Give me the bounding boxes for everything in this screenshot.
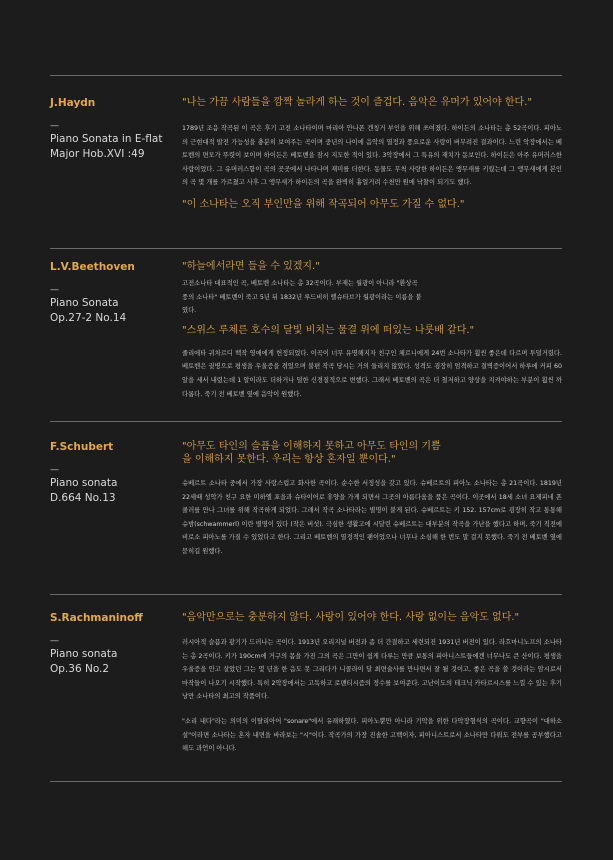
description: "소리 내다"라는 의미의 이탈리아어 "sonare"에서 유래하였다. 피아노뿐만 아니라 기악을 위한 다악장형식의 곡이다. 교향곡이 "대하소설"이라면 소나타는 혼자 내면을 바라보는 "시"이다. 작곡가의 가장 진솔한 고백이자, 피아니스트로서 소나타만 다뤄도 전부를 공부했다고 해도 과언이 아니다. (182, 717, 562, 753)
description: 슈베르트 소나타 중에서 가장 사랑스럽고 화사한 곡이다. 순수한 서정성을 갖고 있다. 슈베르트의 피아노 소나타는 총 21곡이다. 1819년 22세때 성악가 친구 요한 미하엘 포을과 슈타이어로 휴양을 가게 되면서 그곳의 아름다움을 품은 곡이다. 이곳에서 18세 소녀 요제피네 폰 쿨러를 만나 그녀를 위해 작곡하게 되었다. 그래서 작곡 소나타라는 별명이 붙게 된다. 슈베르트는 키 152. 157cm로 굉장히 작고 통통해 슈밤(schwammerl) 이란 별명이 있다 (작은 버섯). 극심한 생활고에 시달린 슈베르트는 대부분의 작곡을 가난을 했다고 하며, 죽기 직전에 비로소 피아노를 가질 수 있었다고 한다. 그리고 베토벤의 열정적인 팬이었으나 너무나 소심해 한 번도 말 걸지 못했다. 죽기 전 베토벤 옆에 묻히길 원했다. (182, 480, 562, 555)
dash: — (50, 636, 59, 646)
section-schubert (50, 440, 562, 600)
top-divider (50, 75, 562, 76)
description: 줄리에타 귀차르디 백작 영애에게 헌정되었다. 이곡이 너무 유명해지자 친구인 체르니에게 24번 소나타가 훨씬 좋은데 다르며 투덜거렸다. 베토벤은 귓병으로 평생을 우울증을 겪었으며 불편 작곡 당시는 거의 들리지 않았다. 성격도 굉장히 엄격하고 결벽증이어서 하루에 커피 60알을 세서 내렸는데 1 알이라도 더하거나 덜한 신경질적으로 변했다. 그래서 베토벤의 곡은 더 철저하고 양상을 지켜야하는 부분이 훨씬 까다롭다. 죽기 전 베토벤 옆에 음악이 원했다. (182, 349, 562, 398)
composer-name: F.Schubert (50, 441, 114, 453)
quote: "음악만으로는 충분하지 않다. 사랑이 있어야 한다. 사랑 없이는 음악도 없다." (182, 612, 520, 623)
quote: "이 소나타는 오직 부인만을 위해 작곡되어 아무도 가질 수 없다." (182, 198, 465, 210)
section-divider (50, 421, 562, 422)
dash: — (50, 465, 59, 475)
composer-name: S.Rachmaninoff (50, 612, 143, 624)
section-haydn (50, 96, 562, 256)
section-beethoven (50, 260, 562, 420)
quote: "아무도 타인의 슬픔을 이해하지 못하고 아무도 타인의 기쁨을 이해하지 못한다. 우리는 항상 혼자일 뿐이다." (182, 441, 441, 465)
composer-name: J.Haydn (50, 97, 96, 109)
description: 러시아적 슬픔과 광기가 드러나는 곡이다. 1913년 오리지널 버전과 좀 더 간결하고 세련되진 1931년 버전이 있다. 라흐마니노프의 소나타는 총 2곡이다. 키가 190cm에 거구의 몸을 가진 그의 곡은 그만이 쉽게 다루는 만큼 보통의 피아니스트들에겐 너무나도 큰 산이다. 평생을 우울증을 안고 살았던 그는 몇 년을 한 음도 못 그리다가 니콜라이 달 최면술사를 만나면서 잘 될 것이고, 좋은 곡을 쓸 것이라는 암시로서 마작들이 나오기 시작했다. 특히 2악장에서는 고독하고 로맨티시즘의 정수를 보여준다. 고난이도의 테크닉 카타르시스를 느낄 수 있는 후기 낭만 소나타의 최고의 작품이다. (182, 639, 562, 701)
dash: — (50, 121, 59, 131)
description: 1789년 조음 작곡된 이 곡은 후기 고전 소나타이며 마리아 안나폰 겐칭거 부인을 위해 쓰여졌다. 하이든의 소나타는 총 52곡이다. 피아노의 근현대적 발전 가능성을 충분히 보여주는 곡이며 중년의 나이에 음악의 열정과 풍요로운 사랑이 버무려진 결과이다. 느린 악장에서는 베토벤의 면모가 뚜렷이 보이며 하이든은 베토벤을 잠시 지도한 적이 있다. 3악장에서 그 특유의 재치가 돋보인다. 하이든은 아주 유머러스한 사람이었다. 그 유머러스함이 곡의 곳곳에서 나타나며 재미를 더한다. 동물도 무척 사랑한 하이든은 앵무새를 키웠는데 그 앵무새에게 본인의 곡 몇 개를 가르쳤고 사후 그 앵무새가 하이든의 곡을 완벽히 흉얼거려 수천만 원에 낙찰이 되기도 했다. (182, 125, 562, 187)
description: 고전소나타 대표적인 곡, 베토벤 소나타는 총 32곡이다. 부제는 월광이 아니라 "환상곡 풍의 소나타" 베토벤이 죽고 5년 뒤 1832년 루드비히 렐슈타브가 월광이라는 이름을 붙였다. (182, 280, 422, 315)
work-title-line: Piano Sonata in E-flat (50, 133, 163, 145)
dash: — (50, 285, 59, 295)
quote: "나는 가끔 사람들을 깜짝 놀라게 하는 것이 즐겁다. 음악은 유머가 있어야 한다." (182, 97, 532, 108)
composer-name: L.V.Beethoven (50, 261, 135, 273)
work-title-line: Op.27-2 No.14 (50, 312, 127, 324)
section-rachmaninoff (50, 611, 562, 781)
section-divider (50, 594, 562, 595)
work-title-line: Piano sonata (50, 477, 118, 489)
quote: "하늘에서라면 들을 수 있겠지." (182, 261, 320, 272)
quote: "스위스 루체른 호수의 달빛 비치는 물결 위에 떠있는 나룻배 같다." (182, 324, 475, 336)
work-title-line: Op.36 No.2 (50, 663, 110, 675)
work-title-line: Piano sonata (50, 648, 118, 660)
work-title-line: Major Hob.XVI :49 (50, 148, 145, 160)
work-title-line: D.664 No.13 (50, 492, 116, 504)
work-title-line: Piano Sonata (50, 297, 119, 309)
section-divider (50, 248, 562, 249)
bottom-divider (50, 781, 562, 782)
